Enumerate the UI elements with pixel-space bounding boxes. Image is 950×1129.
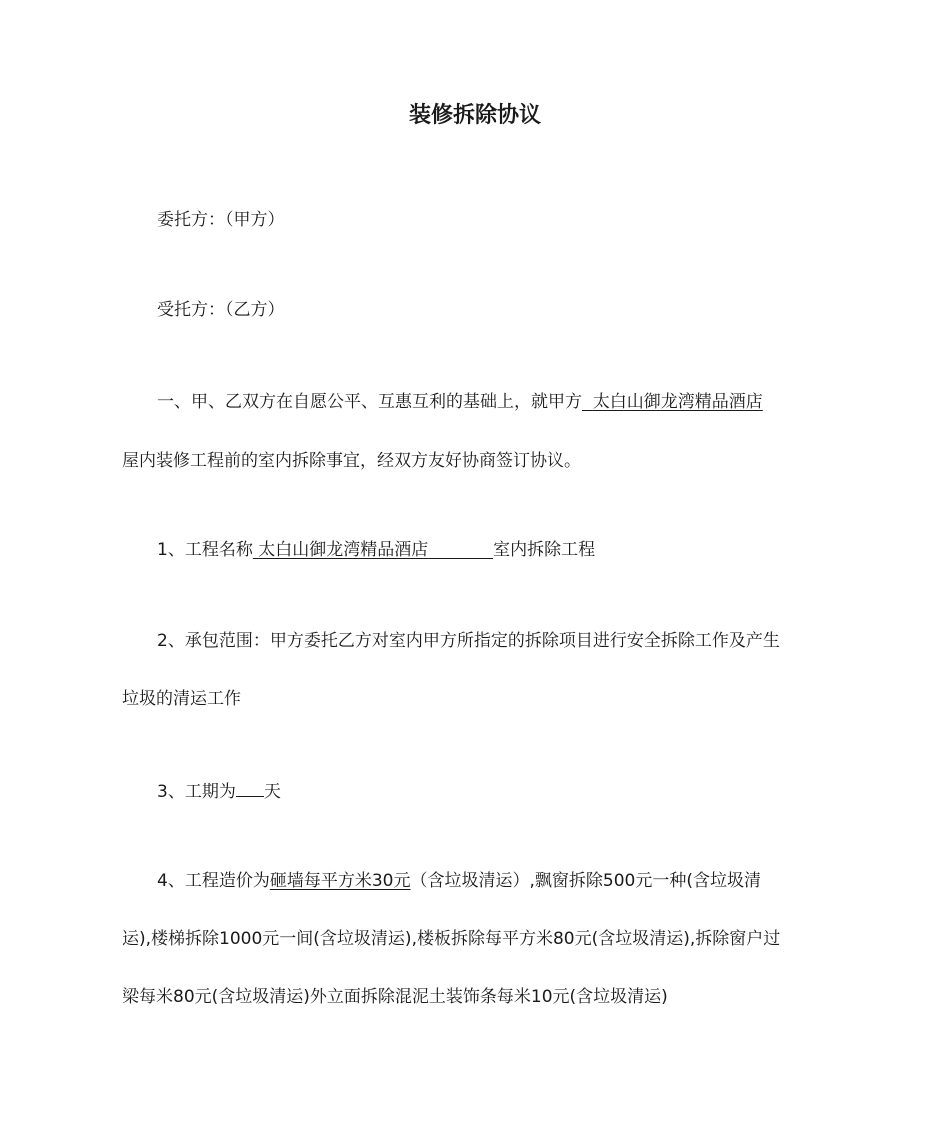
client-party: （甲方） xyxy=(225,210,285,230)
item1-prefix: 1、工程名称 xyxy=(157,540,253,560)
client-line xyxy=(157,208,285,232)
contractor-line xyxy=(157,298,285,322)
item4-line-3: 梁每米80元(含垃圾清运)外立面拆除混泥土装饰条每米10元(含垃圾清运) xyxy=(122,987,668,1007)
intro-line-1 xyxy=(157,390,763,414)
item3-line xyxy=(157,778,281,804)
item1-suffix: 室内拆除工程 xyxy=(493,540,596,560)
item4-wall-price: 砸墙每平方米30元 xyxy=(269,871,411,891)
contractor-label: 受托方： xyxy=(157,300,225,320)
item4-line1-rest: （含垃圾清运）,飘窗拆除500元一种(含垃圾清 xyxy=(410,871,761,891)
intro-prefix: 一、甲、乙双方在自愿公平、互惠互利的基础上，就甲方 xyxy=(157,392,582,412)
item4-prefix: 4、工程造价为 xyxy=(157,871,270,891)
item4-line-1 xyxy=(157,869,761,893)
item2-line-2: 垃圾的清运工作 xyxy=(122,689,241,709)
client-label: 委托方： xyxy=(157,210,225,230)
intro-line-2: 屋内装修工程前的室内拆除事宜，经双方友好协商签订协议。 xyxy=(122,451,581,471)
item3-prefix: 3、工期为 xyxy=(157,782,236,802)
document-title: 装修拆除协议 xyxy=(408,103,541,128)
intro-hotel-name: 太白山御龙湾精品酒店 xyxy=(592,392,763,412)
item2-line-1: 2、承包范围：甲方委托乙方对室内甲方所指定的拆除项目进行安全拆除工作及产生 xyxy=(157,631,780,651)
item1-line xyxy=(157,538,595,562)
days-blank xyxy=(236,778,264,797)
item1-project-name: 太白山御龙湾精品酒店 xyxy=(258,540,429,560)
contractor-party: （乙方） xyxy=(225,300,285,320)
item4-line-2: 运),楼梯拆除1000元一间(含垃圾清运),楼板拆除每平方米80元(含垃圾清运),拆除窗户过 xyxy=(122,929,781,949)
item3-suffix: 天 xyxy=(263,782,281,802)
